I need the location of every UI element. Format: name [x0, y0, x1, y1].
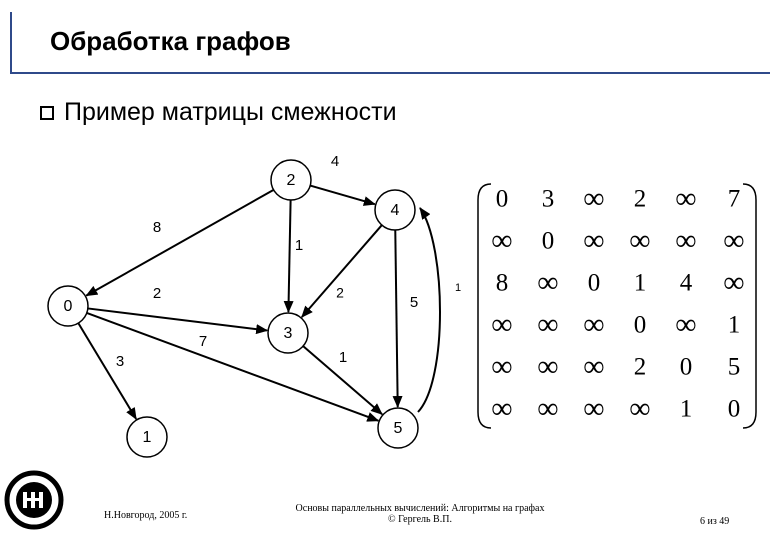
edge-weight-0-1: 3: [115, 352, 125, 370]
footer-page-number: 6 из 49: [700, 516, 730, 527]
matrix-cell-0-3: 2: [633, 185, 647, 213]
edge-5-4: [418, 208, 440, 412]
edge-4-3: [302, 225, 382, 317]
matrix-cell-3-4: ∞: [675, 307, 697, 341]
edge-weight-2-3: 1: [294, 236, 304, 254]
graph-node-5: [378, 408, 418, 448]
matrix-cell-0-0: 0: [495, 185, 509, 213]
matrix-cell-1-5: ∞: [723, 223, 745, 257]
footer-course-title: Основы параллельных вычислений: Алгоритмы на графах: [295, 503, 545, 514]
matrix-cell-5-0: ∞: [491, 391, 513, 425]
matrix-cell-4-3: 2: [633, 353, 647, 381]
graph-node-1: [127, 417, 167, 457]
edge-weight-3-5: 1: [338, 348, 348, 366]
matrix-cell-4-4: 0: [679, 353, 693, 381]
matrix-cell-3-2: ∞: [583, 307, 605, 341]
matrix-cell-5-2: ∞: [583, 391, 605, 425]
edge-2-3: [288, 200, 290, 312]
graph-node-4: [375, 190, 415, 230]
matrix-cell-5-1: ∞: [537, 391, 559, 425]
graph-node-2: [271, 160, 311, 200]
matrix-cell-1-4: ∞: [675, 223, 697, 257]
matrix-cell-2-4: 4: [679, 269, 693, 297]
edge-0-3: [88, 308, 267, 330]
edge-weight-5-4: 1: [454, 281, 462, 294]
matrix-cell-4-2: ∞: [583, 349, 605, 383]
matrix-cell-5-4: 1: [679, 395, 693, 423]
matrix-cell-4-1: ∞: [537, 349, 559, 383]
matrix-cell-1-3: ∞: [629, 223, 651, 257]
edge-weight-0-3: 2: [152, 284, 162, 302]
node-label: 4: [390, 202, 400, 220]
node-label: 3: [283, 325, 293, 343]
edge-2-4: [310, 186, 375, 205]
matrix-cell-2-5: ∞: [723, 265, 745, 299]
graph-node-0: [48, 286, 88, 326]
matrix-right-bracket: [743, 184, 756, 428]
node-label: 2: [286, 172, 296, 190]
matrix-cell-5-5: 0: [727, 395, 741, 423]
matrix-cell-2-3: 1: [633, 269, 647, 297]
edge-0-1: [78, 323, 136, 419]
university-logo-icon: [4, 470, 64, 530]
edge-2-0: [86, 190, 273, 296]
matrix-cell-3-0: ∞: [491, 307, 513, 341]
matrix-cell-2-1: ∞: [537, 265, 559, 299]
node-label: 0: [63, 298, 73, 316]
footer-location: Н.Новгород, 2005 г.: [104, 510, 188, 521]
matrix-cell-1-0: ∞: [491, 223, 513, 257]
footer-course: [270, 503, 570, 525]
matrix-left-bracket: [478, 184, 491, 428]
edge-0-5: [87, 313, 379, 421]
node-label: 1: [142, 429, 152, 447]
matrix-cell-0-1: 3: [541, 185, 555, 213]
matrix-cell-5-3: ∞: [629, 391, 651, 425]
node-label: 5: [393, 420, 403, 438]
matrix-cell-4-0: ∞: [491, 349, 513, 383]
bullet-text: Пример матрицы смежности: [64, 98, 397, 126]
matrix-cell-3-1: ∞: [537, 307, 559, 341]
edge-weight-0-5: 7: [198, 332, 208, 350]
graph-node-3: [268, 313, 308, 353]
matrix-cell-4-5: 5: [727, 353, 741, 381]
edge-weight-4-5: 5: [409, 293, 419, 311]
matrix-cell-3-5: 1: [727, 311, 741, 339]
footer-author: © Гергель В.П.: [388, 514, 452, 525]
matrix-cell-0-2: ∞: [583, 181, 605, 215]
edge-weight-4-3: 2: [336, 284, 344, 301]
matrix-cell-1-1: 0: [541, 227, 555, 255]
edge-weight-2-4: 4: [330, 152, 340, 170]
matrix-cell-0-5: 7: [727, 185, 741, 213]
matrix-cell-2-2: 0: [587, 269, 601, 297]
matrix-cell-0-4: ∞: [675, 181, 697, 215]
matrix-cell-1-2: ∞: [583, 223, 605, 257]
matrix-cell-3-3: 0: [633, 311, 647, 339]
edge-weight-2-0: 8: [152, 218, 162, 236]
matrix-cell-2-0: 8: [495, 269, 509, 297]
edge-4-5: [395, 230, 397, 407]
slide-title: Обработка графов: [50, 26, 291, 56]
